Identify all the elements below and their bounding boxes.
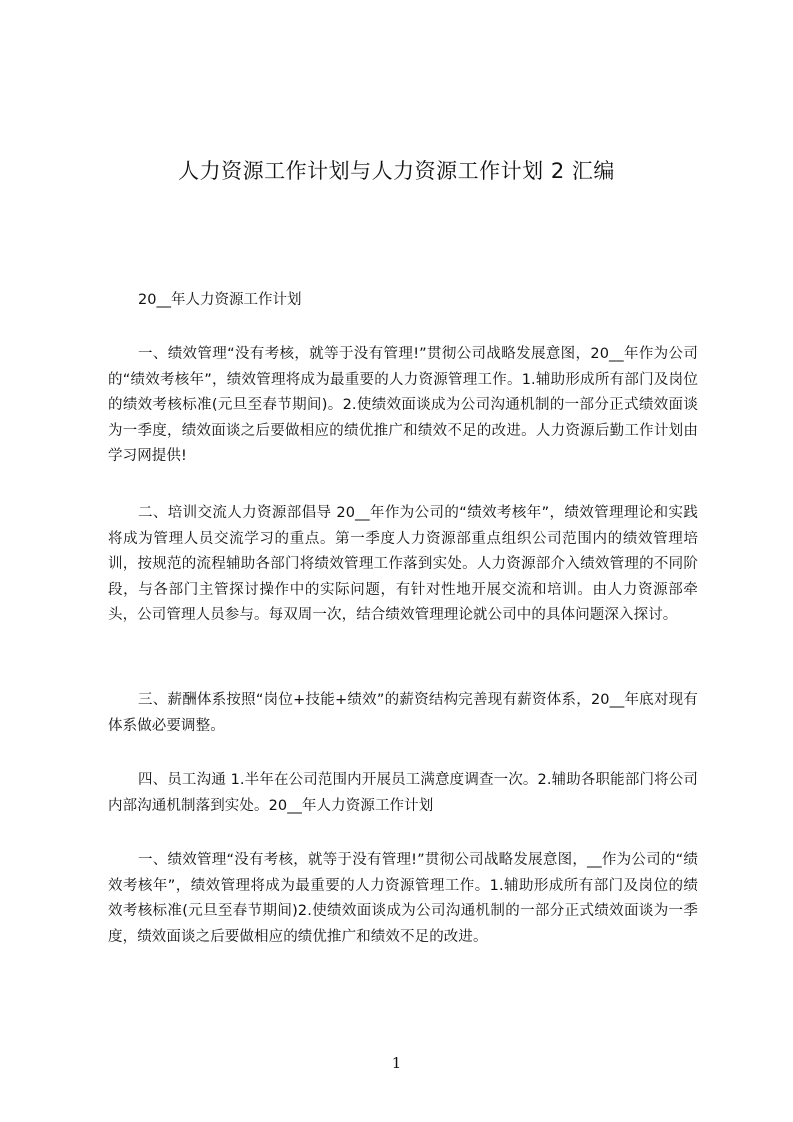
section-subheading: 20__年人力资源工作计划	[138, 292, 302, 308]
paragraph-training-exchange: 二、培训交流人力资源部倡导 20__年作为公司的“绩效考核年”，绩效管理理论和实践将成为管理人员交流学习的重点。第一季度人力资源部重点组织公司范围内的绩效管理培训，按规范的流程辅助各部门将绩效管理工作落到实处。人力资源部介入绩效管理的不同阶段，与各部门主管探讨操作中的实际问题，有针对性地开展交流和培训。由人力资源部牵头，公司管理人员参与。每双周一次，结合绩效管理理论就公司中的具体问题深入探讨。	[108, 505, 698, 623]
paragraph-compensation-system: 三、薪酬体系按照“岗位+技能+绩效”的薪资结构完善现有薪资体系，20__年底对现有体系做必要调整。	[108, 692, 698, 734]
page-number: 1	[391, 1054, 402, 1072]
paragraph-employee-communication: 四、员工沟通 1.半年在公司范围内开展员工满意度调查一次。2.辅助各职能部门将公司内部沟通机制落到实处。20__年人力资源工作计划	[108, 772, 698, 814]
paragraph-performance-management: 一、绩效管理“没有考核，就等于没有管理!”贯彻公司战略发展意图，20__年作为公司的“绩效考核年”，绩效管理将成为最重要的人力资源管理工作。1.辅助形成所有部门及岗位的绩效考核标准(元旦至春节期间)。2.使绩效面谈成为公司沟通机制的一部分正式绩效面谈为一季度，绩效面谈之后要做相应的绩优推广和绩效不足的改进。人力资源后勤工作计划由学习网提供!	[108, 346, 698, 464]
document-title: 人力资源工作计划与人力资源工作计划 2 汇编	[178, 159, 615, 184]
paragraph-performance-management-2: 一、绩效管理“没有考核，就等于没有管理!”贯彻公司战略发展意图，__作为公司的“绩效考核年”，绩效管理将成为最重要的人力资源管理工作。1.辅助形成所有部门及岗位的绩效考核标准(元旦至春节期间)2.使绩效面谈成为公司沟通机制的一部分正式绩效面谈为一季度，绩效面谈之后要做相应的绩优推广和绩效不足的改进。	[108, 852, 698, 945]
